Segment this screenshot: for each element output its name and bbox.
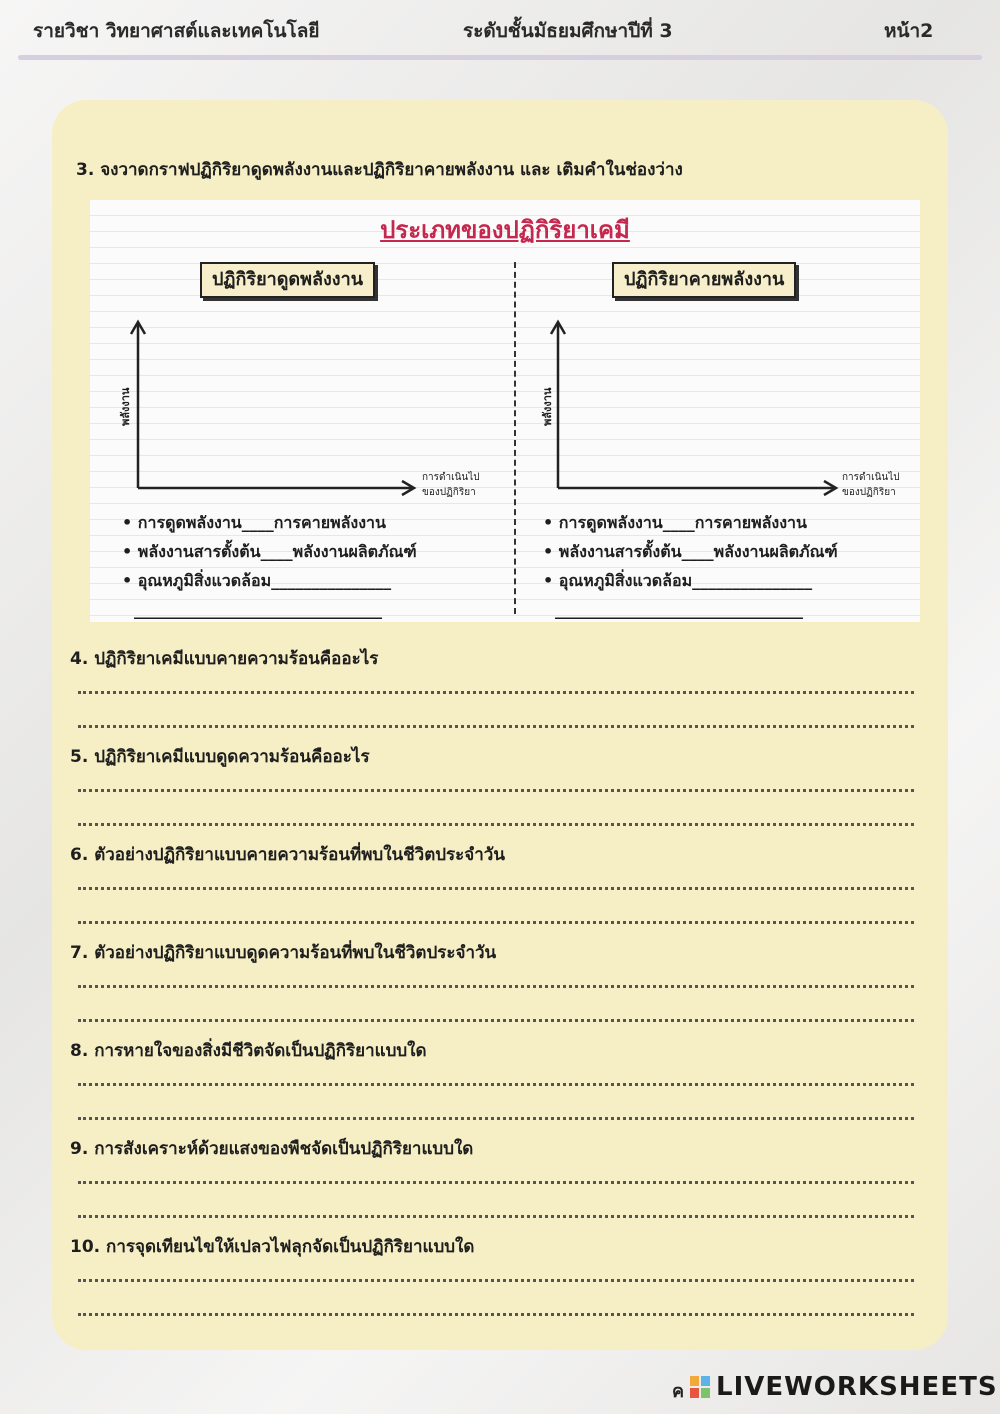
answer-line[interactable] (78, 1262, 914, 1282)
answer-line[interactable] (78, 1086, 914, 1120)
answer-line[interactable] (78, 988, 914, 1022)
question-8 (70, 1036, 918, 1120)
question-text: 7. ตัวอย่างปฏิกิริยาแบบดูดความร้อนที่พบในชีวิตประจำวัน (70, 943, 497, 963)
fill-blank-temperature-cont[interactable]: _______________________________ (134, 600, 382, 619)
grade-level: ระดับชั้นมัธยมศึกษาปีที่ 3 (463, 20, 673, 42)
question-7 (70, 938, 918, 1022)
fill-blank-temperature-cont[interactable]: _______________________________ (555, 600, 803, 619)
exothermic-fill-blanks (543, 508, 838, 624)
answer-line[interactable] (78, 968, 914, 988)
reaction-types-figure (90, 200, 920, 622)
figure-title: ประเภทของปฏิกิริยาเคมี (380, 216, 630, 244)
question-text: 9. การสังเคราะห์ด้วยแสงของพืชจัดเป็นปฏิกิริยาแบบใด (70, 1139, 474, 1159)
endothermic-panel-title: ปฏิกิริยาดูดพลังงาน (200, 262, 375, 298)
question-text: 6. ตัวอย่างปฏิกิริยาแบบคายความร้อนที่พบในชีวิตประจำวัน (70, 845, 505, 865)
page-number: หน้า2 (884, 20, 934, 42)
question-4 (70, 644, 918, 728)
endothermic-graph-area[interactable] (131, 322, 414, 495)
header-divider (18, 55, 982, 60)
question-text: 4. ปฏิกิริยาเคมีแบบคายความร้อนคืออะไร (70, 649, 379, 669)
question-3-text: 3. จงวาดกราฟปฏิกิริยาดูดพลังงานและปฏิกิริยาคายพลังงาน และ เติมคำในช่องว่าง (76, 160, 683, 180)
answer-line[interactable] (78, 1164, 914, 1184)
question-6 (70, 840, 918, 924)
question-9 (70, 1134, 918, 1218)
question-5 (70, 742, 918, 826)
exothermic-graph-area[interactable] (551, 322, 836, 495)
endothermic-fill-blanks (122, 508, 417, 624)
answer-line[interactable] (78, 674, 914, 694)
fill-blank-reactant-product[interactable]: • พลังงานสารตั้งต้น____พลังงานผลิตภัณฑ์ (122, 542, 417, 561)
liveworksheets-logo[interactable]: LIVEWORKSHEETS (716, 1372, 998, 1402)
question-10 (70, 1232, 918, 1316)
footer-credit: ค (672, 1381, 685, 1402)
right-x-axis-label: การดำเนินไป ของปฏิกิริยา (842, 472, 900, 498)
fill-blank-energy-compare[interactable]: • การดูดพลังงาน____การคายพลังงาน (122, 513, 386, 532)
question-text: 8. การหายใจของสิ่งมีชีวิตจัดเป็นปฏิกิริยาแบบใด (70, 1041, 427, 1061)
answer-line[interactable] (78, 870, 914, 890)
left-x-axis-label: การดำเนินไป ของปฏิกิริยา (422, 472, 480, 498)
answer-line[interactable] (78, 792, 914, 826)
page-header (0, 0, 1000, 60)
answer-line[interactable] (78, 1282, 914, 1316)
subject-title: รายวิชา วิทยาศาสต์และเทคโนโลยี (33, 20, 320, 42)
answer-line[interactable] (78, 694, 914, 728)
right-y-axis-label: พลังงาน (541, 387, 554, 426)
answer-line[interactable] (78, 772, 914, 792)
answer-line[interactable] (78, 1066, 914, 1086)
exothermic-panel-title: ปฏิกิริยาคายพลังงาน (612, 262, 796, 298)
fill-blank-reactant-product[interactable]: • พลังงานสารตั้งต้น____พลังงานผลิตภัณฑ์ (543, 542, 838, 561)
answer-line[interactable] (78, 890, 914, 924)
fill-blank-temperature[interactable]: • อุณหภูมิสิ่งแวดล้อม_______________ (122, 571, 392, 590)
question-text: 10. การจุดเทียนไขให้เปลวไฟลุกจัดเป็นปฏิกิริยาแบบใด (70, 1237, 475, 1257)
answer-line[interactable] (78, 1184, 914, 1218)
liveworksheets-logo-icon (690, 1376, 710, 1398)
question-text: 5. ปฏิกิริยาเคมีแบบดูดความร้อนคืออะไร (70, 747, 370, 767)
left-y-axis-label: พลังงาน (119, 387, 132, 426)
fill-blank-energy-compare[interactable]: • การดูดพลังงาน____การคายพลังงาน (543, 513, 807, 532)
fill-blank-temperature[interactable]: • อุณหภูมิสิ่งแวดล้อม_______________ (543, 571, 813, 590)
